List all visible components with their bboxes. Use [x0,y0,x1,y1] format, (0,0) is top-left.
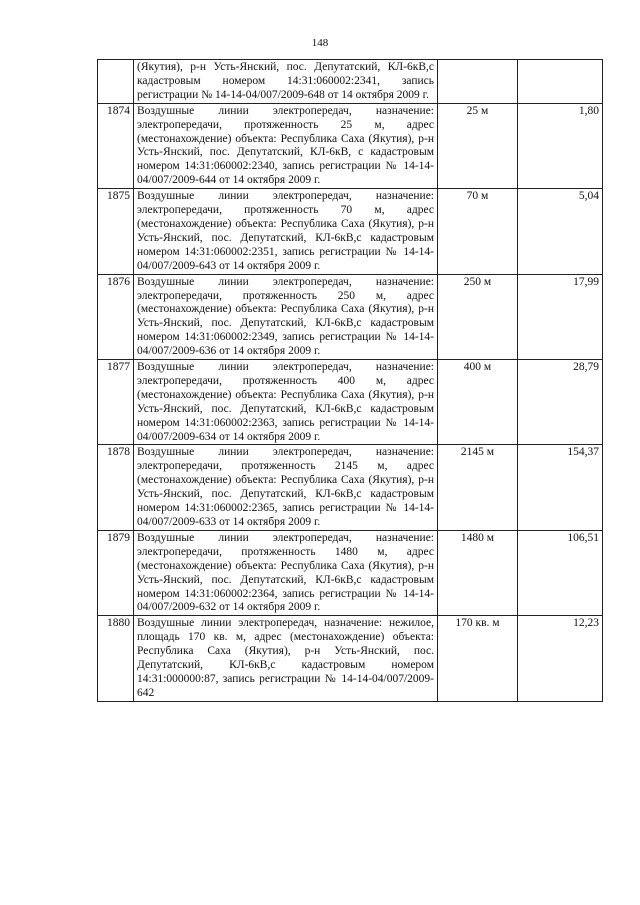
row-number: 1880 [98,616,134,701]
row-description: Воздушные линии электропередач, назначение: электропередачи, протяженность 250 м, адрес (местонахождение) объекта: Республика Саха (Якутия), р-н Усть-Янский, пос. Депутатский, КЛ-6кВ,с кадастровым номером 14:31:060002:2349, запись регистрации № 14-14-04/007/2009-636 от 14 октября 2009 г. [134,274,438,359]
row-length: 170 кв. м [438,616,518,701]
table-row [98,60,603,104]
row-description: Воздушные линии электропередач, назначение: электропередачи, протяженность 25 м, адрес (местонахождение) объекта: Республика Саха (Якутия), р-н Усть-Янский, пос. Депутатский, КЛ-6кВ, с кадастровым номером 14:31:060002:2340, запись регистрации № 14-14-04/007/2009-644 от 14 октября 2009 г. [134,103,438,188]
row-description: Воздушные линии электропередач, назначение: нежилое, площадь 170 кв. м, адрес (местонахождение) объекта: Республика Саха (Якутия), р-н Усть-Янский, пос. Депутатский, КЛ-6кВ,с кадастровым номером 14:31:000000:87, запись регистрации № 14-14-04/007/2009-642 [134,616,438,701]
row-length: 25 м [438,103,518,188]
row-value: 12,23 [518,616,603,701]
row-length: 400 м [438,360,518,445]
row-value: 1,80 [518,103,603,188]
table-row [98,360,603,445]
row-length: 1480 м [438,530,518,615]
table-row [98,274,603,359]
row-description: (Якутия), р-н Усть-Янский, пос. Депутатский, КЛ-6кВ,с кадастровым номером 14:31:060002:2341, запись регистрации № 14-14-04/007/2009-648 от 14 октября 2009 г. [134,60,438,104]
table-row [98,103,603,188]
row-number: 1879 [98,530,134,615]
row-number: 1875 [98,189,134,274]
table-row [98,530,603,615]
row-length: 70 м [438,189,518,274]
table-row [98,445,603,530]
row-length: 250 м [438,274,518,359]
row-description: Воздушные линии электропередач, назначение: электропередачи, протяженность 400 м, адрес (местонахождение) объекта: Республика Саха (Якутия), р-н Усть-Янский, пос. Депутатский, КЛ-6кВ,с кадастровым номером 14:31:060002:2363, запись регистрации № 14-14-04/007/2009-634 от 14 октября 2009 г. [134,360,438,445]
row-value: 5,04 [518,189,603,274]
row-value [518,60,603,104]
row-value: 17,99 [518,274,603,359]
table-row [98,616,603,701]
row-description: Воздушные линии электропередач, назначение: электропередачи, протяженность 2145 м, адрес (местонахождение) объекта: Республика Саха (Якутия), р-н Усть-Янский, пос. Депутатский, КЛ-6кВ,с кадастровым номером 14:31:060002:2365, запись регистрации № 14-14-04/007/2009-633 от 14 октября 2009 г. [134,445,438,530]
row-length: 2145 м [438,445,518,530]
row-number [98,60,134,104]
row-number: 1878 [98,445,134,530]
row-value: 28,79 [518,360,603,445]
table-row [98,189,603,274]
row-number: 1874 [98,103,134,188]
row-description: Воздушные линии электропередач, назначение: электропередачи, протяженность 70 м, адрес (местонахождение) объекта: Республика Саха (Якутия), р-н Усть-Янский, пос. Депутатский, КЛ-6кВ,с кадастровым номером 14:31:060002:2351, запись регистрации № 14-14-04/007/2009-643 от 14 октября 2009 г. [134,189,438,274]
property-table [97,59,603,702]
row-value: 154,37 [518,445,603,530]
row-number: 1876 [98,274,134,359]
row-value: 106,51 [518,530,603,615]
row-number: 1877 [98,360,134,445]
row-length [438,60,518,104]
page-number: 148 [311,37,329,49]
row-description: Воздушные линии электропередач, назначение: электропередачи, протяженность 1480 м, адрес (местонахождение) объекта: Республика Саха (Якутия), р-н Усть-Янский, пос. Депутатский, КЛ-6кВ,с кадастровым номером 14:31:060002:2364, запись регистрации № 14-14-04/007/2009-632 от 14 октября 2009 г. [134,530,438,615]
